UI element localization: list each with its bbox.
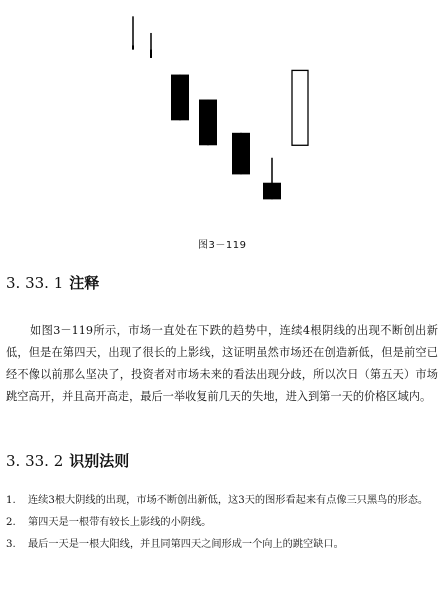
candlestick-chart <box>0 0 442 232</box>
section-heading-notes <box>6 272 99 293</box>
figure-caption: 图3－119 <box>198 240 247 251</box>
candle-3-body <box>171 75 189 121</box>
rule-number: 3. <box>6 539 16 550</box>
rules-list <box>6 492 438 558</box>
section-number: 3. 33. 2 <box>6 452 64 470</box>
rule-text: 连续3根大阴线的出现，市场不断创出新低，这3天的图形看起来有点像三只黑鸟的形态。 <box>28 495 429 506</box>
candle-2-body <box>150 50 152 58</box>
rule-item <box>6 514 438 532</box>
candle-1-body <box>132 45 134 49</box>
section-number: 3. 33. 1 <box>6 274 64 292</box>
paragraph-text: 如图3－119所示，市场一直处在下跌的趋势中，连续4根阴线的出现不断创出新低，但是在第四天，出现了很长的上影线，这证明虽然市场还在创造新低，但是前空已经不像以前那么坚决了，投资者对市场未来的看法出现分歧，所以次日（第五天）市场跳空高开，并且高开高走，最后一举收复前几天的失地，进入到第一天的价格区域内。 <box>6 324 438 403</box>
candle-5-body <box>232 133 250 175</box>
rule-item <box>6 492 438 510</box>
candle-4-body <box>199 100 217 146</box>
rule-number: 2. <box>6 517 16 528</box>
rule-number: 1. <box>6 495 16 506</box>
rule-text: 最后一天是一根大阳线，并且同第四天之间形成一个向上的跳空缺口。 <box>28 539 344 550</box>
rule-item <box>6 536 438 554</box>
section-title: 注释 <box>69 274 100 292</box>
section-heading-rules <box>6 450 129 471</box>
notes-paragraph <box>6 320 438 408</box>
candle-7-body <box>292 70 308 145</box>
rule-text: 第四天是一根带有较长上影线的小阴线。 <box>28 517 212 528</box>
section-title: 识别法则 <box>69 452 130 470</box>
candle-6-body <box>263 183 281 200</box>
